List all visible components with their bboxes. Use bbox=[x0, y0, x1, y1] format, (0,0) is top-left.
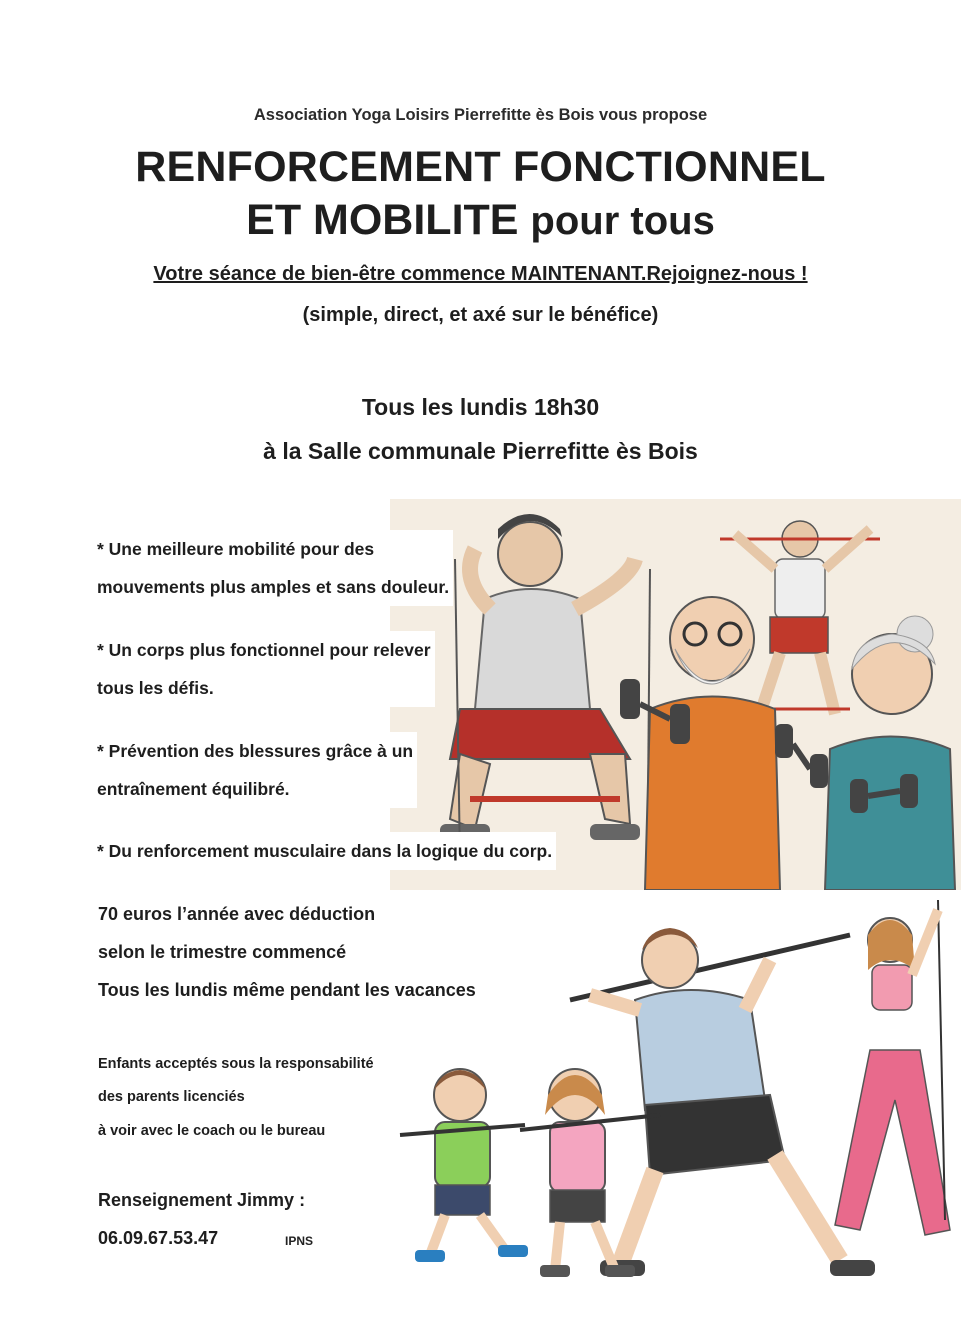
ipns-mention: IPNS bbox=[285, 1234, 314, 1248]
benefit-mobility: * Une meilleure mobilité pour des mouvements plus amples et sans douleur. bbox=[97, 530, 453, 606]
title-line-1: RENFORCEMENT FONCTIONNEL bbox=[135, 143, 826, 191]
pricing-line-2: selon le trimestre commencé bbox=[98, 942, 347, 962]
children-line-1: Enfants acceptés sous la responsabilité bbox=[98, 1056, 374, 1072]
children-line-3: à voir avec le coach ou le bureau bbox=[98, 1123, 326, 1139]
title-line-2-main: ET MOBILITE bbox=[246, 196, 519, 244]
pricing-line-1: 70 euros l’année avec déduction bbox=[98, 904, 376, 924]
subtitle: (simple, direct, et axé sur le bénéfice) bbox=[302, 304, 659, 326]
title-line-2 bbox=[0, 196, 961, 245]
benefit-muscle-strengthening: * Du renforcement musculaire dans la logique du corp. bbox=[97, 832, 556, 870]
family-exercising-illustration bbox=[390, 900, 961, 1300]
pricing-line-3: Tous les lundis même pendant les vacances bbox=[98, 980, 476, 1000]
children-line-2: des parents licenciés bbox=[98, 1089, 245, 1105]
association-intro: Association Yoga Loisirs Pierrefitte ès Bois vous propose bbox=[253, 106, 708, 124]
benefit-functional-body: * Un corps plus fonctionnel pour relever tous les défis. bbox=[97, 631, 435, 707]
contact-label: Renseignement Jimmy : bbox=[98, 1190, 306, 1210]
contact-phone: 06.09.67.53.47 bbox=[98, 1228, 219, 1248]
schedule-time: Tous les lundis 18h30 bbox=[361, 394, 600, 420]
benefit-injury-prevention: * Prévention des blessures grâce à un entraînement équilibré. bbox=[97, 732, 417, 808]
tagline: Votre séance de bien-être commence MAINTENANT.Rejoignez-nous ! bbox=[153, 263, 808, 285]
schedule-place: à la Salle communale Pierrefitte ès Bois bbox=[263, 438, 698, 464]
title-line-2-rest: pour tous bbox=[530, 199, 715, 243]
